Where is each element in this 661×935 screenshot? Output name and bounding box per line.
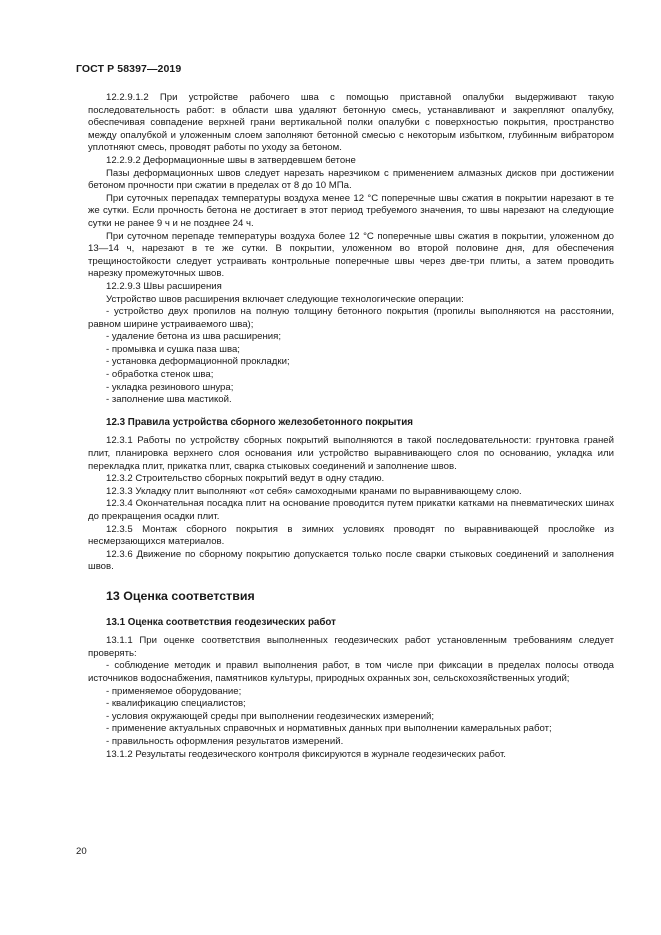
list-item: - заполнение шва мастикой. — [106, 394, 232, 406]
list-item: - установка деформационной прокладки; — [106, 356, 290, 368]
section-heading: 13 Оценка соответствия — [106, 588, 255, 603]
subsection-heading: 12.3 Правила устройства сборного железобетонного покрытия — [106, 416, 413, 428]
list-item: - обработка стенок шва; — [106, 369, 214, 381]
subsection-heading: 13.1 Оценка соответствия геодезических работ — [106, 616, 336, 628]
list-item: - квалификацию специалистов; — [106, 698, 246, 710]
paragraph: 13.1.1 При оценке соответствия выполненных геодезических работ установленным требованиям следует проверять: — [88, 635, 614, 659]
paragraph: 12.3.2 Строительство сборных покрытий ведут в одну стадию. — [106, 473, 385, 485]
list-item: - удаление бетона из шва расширения; — [106, 331, 282, 343]
page-number: 20 — [76, 846, 87, 857]
list-item: - соблюдение методик и правил выполнения работ, в том числе при фиксации в пределах полосы отвода источников водоснабжения, памятников культуры, природных охранных зон, сельскохозяйственных угодий; — [88, 660, 614, 684]
paragraph: При суточном перепаде температуры воздуха более 12 °С поперечные швы сжатия в покрытии, уложенном до 13—14 ч, нарезают в те же сутки. В покрытии, уложенном во второй половине дня, для обеспечения трещиностойкости следует устраивать контрольные поперечные швы через две-три плиты, а затем проводить нарезку промежуточных швов. — [88, 230, 614, 280]
paragraph: Устройство швов расширения включает следующие технологические операции: — [106, 293, 464, 305]
list-item: - устройство двух пропилов на полную толщину бетонного покрытия (пропилы выполняются на расстоянии, равном ширине устраиваемого шва); — [88, 306, 614, 330]
paragraph: 12.3.3 Укладку плит выполняют «от себя» самоходными кранами по выравнивающему слою. — [106, 485, 522, 497]
list-item: - применение актуальных справочных и нормативных данных при выполнении камеральных работ; — [106, 723, 552, 735]
paragraph: 12.2.9.2 Деформационные швы в затвердевшем бетоне — [106, 154, 356, 166]
list-item: - условия окружающей среды при выполнении геодезических измерений; — [106, 710, 435, 722]
paragraph: 12.2.9.3 Швы расширения — [106, 280, 222, 292]
paragraph: 12.3.1 Работы по устройству сборных покрытий выполняются в такой последовательности: грунтовка граней плит, планировка верхнего слоя основания или устройство выравнивающего слоя по основанию, укладка или перекладка плит, прикатка плит, сварка стыковых соединений и заполнение швов. — [88, 435, 614, 472]
paragraph: При суточных перепадах температуры воздуха менее 12 °С поперечные швы сжатия в покрытии нарезают в те же сутки. Если прочность бетона не достигает в этот период требуемого значения, то швы нарезают на следующие сутки не ранее 9 ч и не позднее 24 ч. — [88, 192, 614, 229]
document-header: ГОСТ Р 58397—2019 — [76, 63, 182, 75]
list-item: - укладка резинового шнура; — [106, 381, 234, 393]
paragraph: 13.1.2 Результаты геодезического контроля фиксируются в журнале геодезических работ. — [106, 748, 506, 760]
document-body — [88, 92, 614, 761]
list-item: - применяемое оборудование; — [106, 685, 242, 697]
list-item: - промывка и сушка паза шва; — [106, 343, 240, 355]
list-item: - правильность оформления результатов измерений. — [106, 735, 344, 747]
paragraph: 12.3.4 Окончательная посадка плит на основание проводится путем прикатки катками на пневматических шинах до прекращения осадки плит. — [88, 498, 614, 522]
paragraph: 12.3.6 Движение по сборному покрытию допускается только после сварки стыковых соединений и заполнения швов. — [88, 548, 614, 573]
paragraph: 12.2.9.1.2 При устройстве рабочего шва с помощью приставной опалубки выдерживают такую последовательность работ: в области шва удаляют бетонную смесь, устанавливают и закрепляют опалубку, обеспечивая совпадение верхней грани вертикальной полки опалубки с поверхностью покрытия, пространство между опалубкой и уложенным слоем заполняют бетонной смесью с некоторым избытком, глубинным вибратором уплотняют смесь, проводят работы по уходу за бетоном. — [88, 92, 614, 154]
paragraph: 12.3.5 Монтаж сборного покрытия в зимних условиях проводят по выравнивающей прослойке из несмерзающихся материалов. — [88, 523, 614, 548]
paragraph: Пазы деформационных швов следует нарезать нарезчиком с применением алмазных дисков при достижении бетоном прочности при сжатии в пределах от 8 до 10 МПа. — [88, 167, 614, 192]
